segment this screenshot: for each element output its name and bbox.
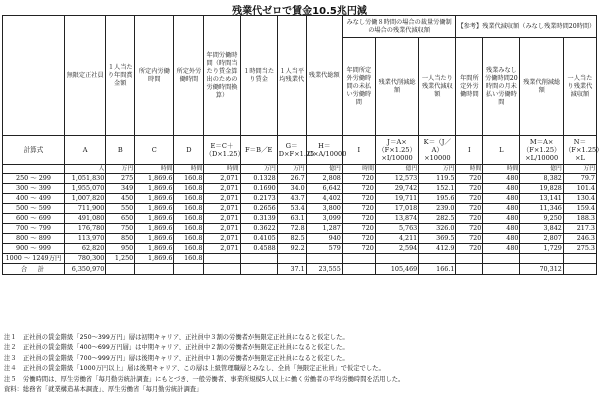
header-cell: 一人当たり残業代減収額 [563,38,596,136]
unit-cell: 万円 [240,165,277,174]
note-line: 注１ 正社員の賃金階級「250～399万円」層は初期キャリア、正社員中３割の労働者が無限定正社員になると仮定した。 [4,334,349,341]
table-cell: 2,594 [375,244,418,254]
unit-cell: 万円 [106,165,135,174]
row-label: 800 ～ 899 [3,234,65,244]
table-cell [306,254,342,264]
total-cell [483,264,520,275]
table-cell: 1,869.6 [135,174,174,184]
table-cell: 480 [483,244,520,254]
table-cell: 0.2656 [240,204,277,214]
total-row [3,264,597,275]
row-label: 300 ～ 399 [3,184,65,194]
table-cell: 43.7 [277,194,306,204]
table-cell: 5,763 [375,224,418,234]
table-cell: 720 [342,174,375,184]
table-cell: 26.7 [277,174,306,184]
table-cell: 34.0 [277,184,306,194]
table-cell: 1,869.6 [135,184,174,194]
header-cell: 所定外労働時間 [174,16,204,136]
table-cell: 720 [456,234,483,244]
total-cell [174,264,204,275]
table-cell: 480 [483,214,520,224]
table-cell: 720 [342,234,375,244]
table-cell: 720 [342,214,375,224]
total-cell: 23,555 [306,264,342,275]
table-cell: 550 [106,204,135,214]
header-cell: １人当平均残業代 [277,16,306,136]
row-label: 400 ～ 499 [3,194,65,204]
unit-cell [3,165,65,174]
formula-cell: J＝A×（F×1.25）×I/10000 [375,136,418,165]
unit-cell: 億円 [306,165,342,174]
table-cell: 1,007,820 [64,194,105,204]
table-cell: 79.7 [563,174,596,184]
table-cell: 480 [483,204,520,214]
table-row [3,234,597,244]
table-cell: 2,071 [204,204,240,214]
table-cell: 53.4 [277,204,306,214]
table-cell: 160.8 [174,254,204,264]
table-cell: 326.0 [419,224,456,234]
table-cell [375,254,418,264]
table-cell: 159.4 [563,204,596,214]
total-cell: 70,312 [520,264,563,275]
table-cell: 3,800 [306,204,342,214]
unit-cell: 万円 [277,165,306,174]
table-cell: 3,842 [520,224,563,234]
table-cell: 1,869.6 [135,224,174,234]
table-cell: 82.5 [277,234,306,244]
table-cell: 1,869.6 [135,214,174,224]
table-row [3,244,597,254]
formula-cell: L [483,136,520,165]
total-cell [135,264,174,275]
formula-cell: G＝D×F×1.25 [277,136,306,165]
table-cell: 2,071 [204,244,240,254]
table-cell: 11,346 [520,204,563,214]
note-line: 注２ 正社員の賃金階級「400～699万円層」は中期キャリア、正社員中２割の労働者が無限定正社員になると仮定した。 [4,344,349,352]
table-cell: 9,250 [520,214,563,224]
table-cell: 0.2173 [240,194,277,204]
table-cell: 480 [483,184,520,194]
formula-cell: B [106,136,135,165]
table-cell: 1,869.6 [135,254,174,264]
table-cell [456,254,483,264]
table-cell: 160.8 [174,244,204,254]
formula-cell: M＝A×（F×1.25）×L/10000 [520,136,563,165]
table-cell: 720 [456,194,483,204]
table-cell: 720 [456,214,483,224]
table-cell: 412.9 [419,244,456,254]
total-cell [204,264,240,275]
table-cell: 1,955,070 [64,184,105,194]
table-cell: 63.1 [277,214,306,224]
row-label: 1000 ～ 1249万円 [3,254,65,264]
unit-cell: 万円 [419,165,456,174]
table-cell [520,254,563,264]
table-cell: 13,874 [375,214,418,224]
row-label: 500 ～ 599 [3,204,65,214]
table-cell: 720 [456,224,483,234]
table-cell: 2,808 [306,174,342,184]
table-cell: 720 [456,204,483,214]
table-cell: 720 [342,224,375,234]
total-cell: 166.1 [419,264,456,275]
table-row [3,184,597,194]
table-cell: 1,051,830 [64,174,105,184]
table-cell: 160.8 [174,234,204,244]
header-cell: １時間当たり賃金 [240,16,277,136]
unit-cell: 時間 [135,165,174,174]
table-cell: 160.8 [174,184,204,194]
table-cell: 579 [306,244,342,254]
table-cell: 275.3 [563,244,596,254]
table-cell: 2,071 [204,194,240,204]
row-label: 250 ～ 299 [3,174,65,184]
table-cell: 113,970 [64,234,105,244]
table-cell: 92.2 [277,244,306,254]
formula-cell: N＝（F×1.25）×L [563,136,596,165]
header-cell: 年間所定外労働時間 [456,38,483,136]
table-cell: 0.1690 [240,184,277,194]
header-cell [3,16,65,136]
table-cell: 275 [106,174,135,184]
unit-cell: 時間 [204,165,240,174]
table-cell: 8,382 [520,174,563,184]
table-cell: 720 [342,184,375,194]
group-header: 【参考】残業代減収額（みなし残業時間20時間） [456,16,597,38]
unit-cell: 時間 [342,165,375,174]
total-cell [563,264,596,275]
total-cell [240,264,277,275]
formula-cell: I [342,136,375,165]
header-cell: 一人当たり残業代減収額 [419,38,456,136]
table-cell: 369.5 [419,234,456,244]
formula-cell: 計算式 [3,136,65,165]
table-cell: 72.8 [277,224,306,234]
table-cell: 2,071 [204,174,240,184]
row-label: 900 ～ 999 [3,244,65,254]
table-cell [342,254,375,264]
table-row [3,224,597,234]
table-row [3,214,597,224]
table-cell [240,254,277,264]
table-cell: 2,071 [204,224,240,234]
notes [4,333,594,395]
table-row [3,204,597,214]
table-cell: 160.8 [174,174,204,184]
table-cell: 480 [483,234,520,244]
formula-cell: C [135,136,174,165]
table-cell: 130.4 [563,194,596,204]
table-cell: 160.8 [174,194,204,204]
table-cell: 720 [456,244,483,254]
table-cell: 0.4105 [240,234,277,244]
table-cell: 101.4 [563,184,596,194]
table-cell: 4,402 [306,194,342,204]
table-cell: 450 [106,194,135,204]
formula-cell: A [64,136,105,165]
table-cell: 720 [342,204,375,214]
table-cell: 2,071 [204,184,240,194]
table-cell: 239.0 [419,204,456,214]
table-cell: 282.5 [419,214,456,224]
unit-cell: 時間 [483,165,520,174]
header-cell: 年間所定外労働時間の未払い労働時間 [342,38,375,136]
table-row [3,174,597,184]
table-cell: 2,807 [520,234,563,244]
table-cell: 1,869.6 [135,204,174,214]
total-cell [456,264,483,275]
table-cell: 119.5 [419,174,456,184]
table-cell: 750 [106,224,135,234]
table-cell [563,254,596,264]
table-cell [483,254,520,264]
total-cell [106,264,135,275]
data-table [2,15,603,275]
table-cell: 711,900 [64,204,105,214]
row-label: 700 ～ 799 [3,224,65,234]
formula-row [3,136,597,165]
table-cell: 1,250 [106,254,135,264]
table-cell: 62,820 [64,244,105,254]
table-cell: 720 [342,194,375,204]
group-header: みなし労働８時間の場合の裁量労働制の場合の残業代減収額 [342,16,456,38]
unit-cell: 時間 [456,165,483,174]
header-cell: 年間労働時間（時間当たり賃金算出のための労働時間換算） [204,16,240,136]
table-cell: 246.3 [563,234,596,244]
row-label: 600 ～ 699 [3,214,65,224]
unit-cell: 人 [64,165,105,174]
unit-cell: 億円 [375,165,418,174]
formula-cell: H＝G×A/10000 [306,136,342,165]
total-label: 合 計 [3,264,65,275]
table-cell [204,254,240,264]
table-cell: 188.3 [563,214,596,224]
table-cell: 217.3 [563,224,596,234]
table-cell: 195.6 [419,194,456,204]
table-row [3,254,597,264]
unit-cell: 万円 [563,165,596,174]
table-cell [277,254,306,264]
table-cell: 4,211 [375,234,418,244]
header-cell: １人当たり年間賞金額 [106,16,135,136]
table-cell: 1,729 [520,244,563,254]
units-row [3,165,597,174]
header-cell: 無限定正社員 [64,16,105,136]
table-cell: 491,080 [64,214,105,224]
formula-cell: K＝（J／A）×10000 [419,136,456,165]
table-cell: 13,141 [520,194,563,204]
table-cell: 160.8 [174,214,204,224]
formula-cell: F＝B／E [240,136,277,165]
table-cell: 0.3622 [240,224,277,234]
unit-cell: 時間 [174,165,204,174]
table-cell: 2,071 [204,214,240,224]
table-cell: 12,573 [375,174,418,184]
formula-cell: I [456,136,483,165]
formula-cell: D [174,136,204,165]
total-cell [342,264,375,275]
table-cell: 480 [483,224,520,234]
table-cell: 176,780 [64,224,105,234]
table-cell: 19,711 [375,194,418,204]
table-cell: 160.8 [174,204,204,214]
page-title: 残業代ゼロで賃金10.5兆円減 [232,6,367,17]
table-cell: 2,071 [204,234,240,244]
table-cell: 0.3139 [240,214,277,224]
table-cell: 1,287 [306,224,342,234]
header-cell: 残業みなし労働時間20時間の月未払い労働時間 [483,38,520,136]
header-cell: 残業代削減総額 [520,38,563,136]
table-cell: 1,869.6 [135,234,174,244]
table-cell: 720 [342,244,375,254]
table-cell: 780,300 [64,254,105,264]
table-cell: 29,742 [375,184,418,194]
table-cell: 17,018 [375,204,418,214]
table-cell [419,254,456,264]
unit-cell: 億円 [520,165,563,174]
total-cell: 105,469 [375,264,418,275]
table-cell: 6,642 [306,184,342,194]
header-cell: 所定内労働時間 [135,16,174,136]
note-line: 注３ 正社員の賃金階級「700～999万円」層は後期キャリア、正社員中１割の労働者が無限定正社員になると仮定した。 [4,354,349,362]
table-cell: 480 [483,194,520,204]
total-cell: 6,350,970 [64,264,105,275]
table-cell: 349 [106,184,135,194]
table-cell: 650 [106,214,135,224]
source-line: 資料：総務省「就業構造基本調査」、厚生労働省「毎月勤労統計調査」 [4,386,203,394]
table-cell: 3,099 [306,214,342,224]
formula-cell: E＝C＋（D×1.25） [204,136,240,165]
table-cell: 19,828 [520,184,563,194]
header-cell: 残業代削減総額 [375,38,418,136]
table-cell: 720 [456,184,483,194]
table-cell: 480 [483,174,520,184]
note-line: 注４ 正社員の賃金階級「1000万円以上」層は後期キャリア、この層は上級管理職層とみなし、全員「無限定正社員」で仮定でした。 [4,365,385,373]
table-cell: 720 [456,174,483,184]
table-cell: 850 [106,234,135,244]
table-row [3,194,597,204]
table-cell: 0.1328 [240,174,277,184]
note-line: 注５ 労働時間は、厚生労働省「毎月勤労統計調査」にもとづき、一般労働者、事業所規模5人以上に働く労働者の平均労働時間を活用した。 [4,375,405,383]
header-cell: 残業代総額 [306,16,342,136]
table-cell: 950 [106,244,135,254]
total-cell: 37.1 [277,264,306,275]
table-cell: 940 [306,234,342,244]
table-cell: 1,869.6 [135,244,174,254]
table-cell: 0.4588 [240,244,277,254]
table-cell: 160.8 [174,224,204,234]
table-cell: 152.1 [419,184,456,194]
table-cell: 1,869.6 [135,194,174,204]
